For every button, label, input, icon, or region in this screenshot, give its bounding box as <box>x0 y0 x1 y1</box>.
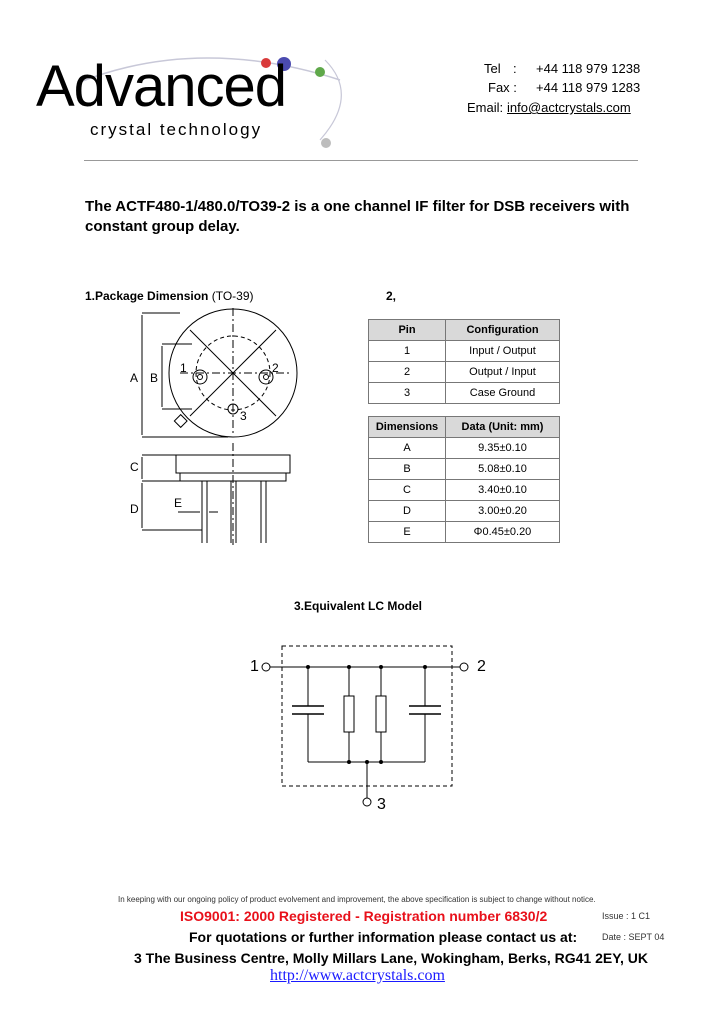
table-row <box>369 362 560 383</box>
logo-wordmark: Advanced <box>36 54 286 119</box>
tel-separator: : <box>513 61 517 76</box>
pin-label-1: 1 <box>180 361 187 375</box>
dim-table-header-dimensions: Dimensions <box>369 417 446 438</box>
dim-label-a: A <box>130 371 139 385</box>
email-label: Email: <box>467 100 504 115</box>
table-cell: 2 <box>369 362 446 383</box>
table-row <box>369 341 560 362</box>
table-cell: Input / Output <box>446 341 560 362</box>
section2-title: 2, <box>386 289 397 303</box>
right-resistor <box>376 696 386 732</box>
table-cell: A <box>369 438 446 459</box>
table-cell: Φ0.45±0.20 <box>446 522 560 543</box>
table-cell: Case Ground <box>446 383 560 404</box>
footer-disclaimer: In keeping with our ongoing policy of product evolvement and improvement, the above specification is subject to change without notice. <box>118 895 596 904</box>
dimensions-table <box>368 416 560 543</box>
table-cell: E <box>369 522 446 543</box>
table-row <box>369 522 560 543</box>
email-link[interactable]: info@actcrystals.com <box>507 100 631 115</box>
table-cell: 1 <box>369 341 446 362</box>
port-3-terminal <box>363 798 371 806</box>
quotation-prompt: For quotations or further information please contact us at: <box>189 929 578 945</box>
port-1-terminal <box>262 663 270 671</box>
tel-value: +44 118 979 1238 <box>536 61 641 76</box>
fax-value: +44 118 979 1283 <box>536 80 641 95</box>
pin-table-header-pin: Pin <box>369 320 446 341</box>
port-1-label: 1 <box>250 658 259 675</box>
logo-gray-sphere <box>321 138 331 148</box>
dim-table-header-data: Data (Unit: mm) <box>446 417 560 438</box>
pin-table <box>368 319 560 404</box>
port-3-label: 3 <box>377 796 386 813</box>
table-cell: C <box>369 480 446 501</box>
table-row <box>369 480 560 501</box>
tel-label: Tel <box>484 61 501 76</box>
table-cell: D <box>369 501 446 522</box>
table-cell: B <box>369 459 446 480</box>
iso-registration: ISO9001: 2000 Registered - Registration number 6830/2 <box>180 908 548 924</box>
pin-table-header-config: Configuration <box>446 320 560 341</box>
section3-title: 3.Equivalent LC Model <box>294 599 423 613</box>
table-row <box>369 383 560 404</box>
fax-label: Fax : <box>488 80 517 95</box>
left-resistor <box>344 696 354 732</box>
port-2-terminal <box>460 663 468 671</box>
table-cell: 3.40±0.10 <box>446 480 560 501</box>
pin-label-2: 2 <box>272 361 279 375</box>
dim-label-d: D <box>130 502 139 516</box>
website-link[interactable]: http://www.actcrystals.com <box>270 967 445 984</box>
table-cell: Output / Input <box>446 362 560 383</box>
issue-number: Issue : 1 C1 <box>602 911 651 921</box>
table-row <box>369 501 560 522</box>
package-drawing <box>120 305 320 550</box>
table-cell: 3.00±0.20 <box>446 501 560 522</box>
table-cell: 3 <box>369 383 446 404</box>
dim-label-b: B <box>150 371 159 385</box>
logo-tagline: crystal technology <box>90 120 263 139</box>
section1-title <box>85 290 254 302</box>
logo-green-sphere <box>315 67 325 77</box>
dim-label-c: C <box>130 460 139 474</box>
company-address: 3 The Business Centre, Molly Millars Lane, Wokingham, Berks, RG41 2EY, UK <box>134 950 649 966</box>
table-row <box>369 438 560 459</box>
section1-title-bold: 1.Package Dimension <box>85 289 209 303</box>
intro-text: The ACTF480-1/480.0/TO39-2 is a one channel IF filter for DSB receivers with constant group delay. <box>85 198 630 235</box>
header-divider <box>84 160 638 161</box>
pin-label-3: 3 <box>240 409 247 423</box>
dim-label-e: E <box>174 496 183 510</box>
package-tab <box>174 415 187 428</box>
table-row <box>369 459 560 480</box>
issue-date: Date : SEPT 04 <box>602 932 665 942</box>
lc-circuit-diagram <box>250 640 480 820</box>
table-cell: 5.08±0.10 <box>446 459 560 480</box>
table-cell: 9.35±0.10 <box>446 438 560 459</box>
section1-title-rest: (TO-39) <box>208 289 254 303</box>
port-2-label: 2 <box>477 658 486 675</box>
